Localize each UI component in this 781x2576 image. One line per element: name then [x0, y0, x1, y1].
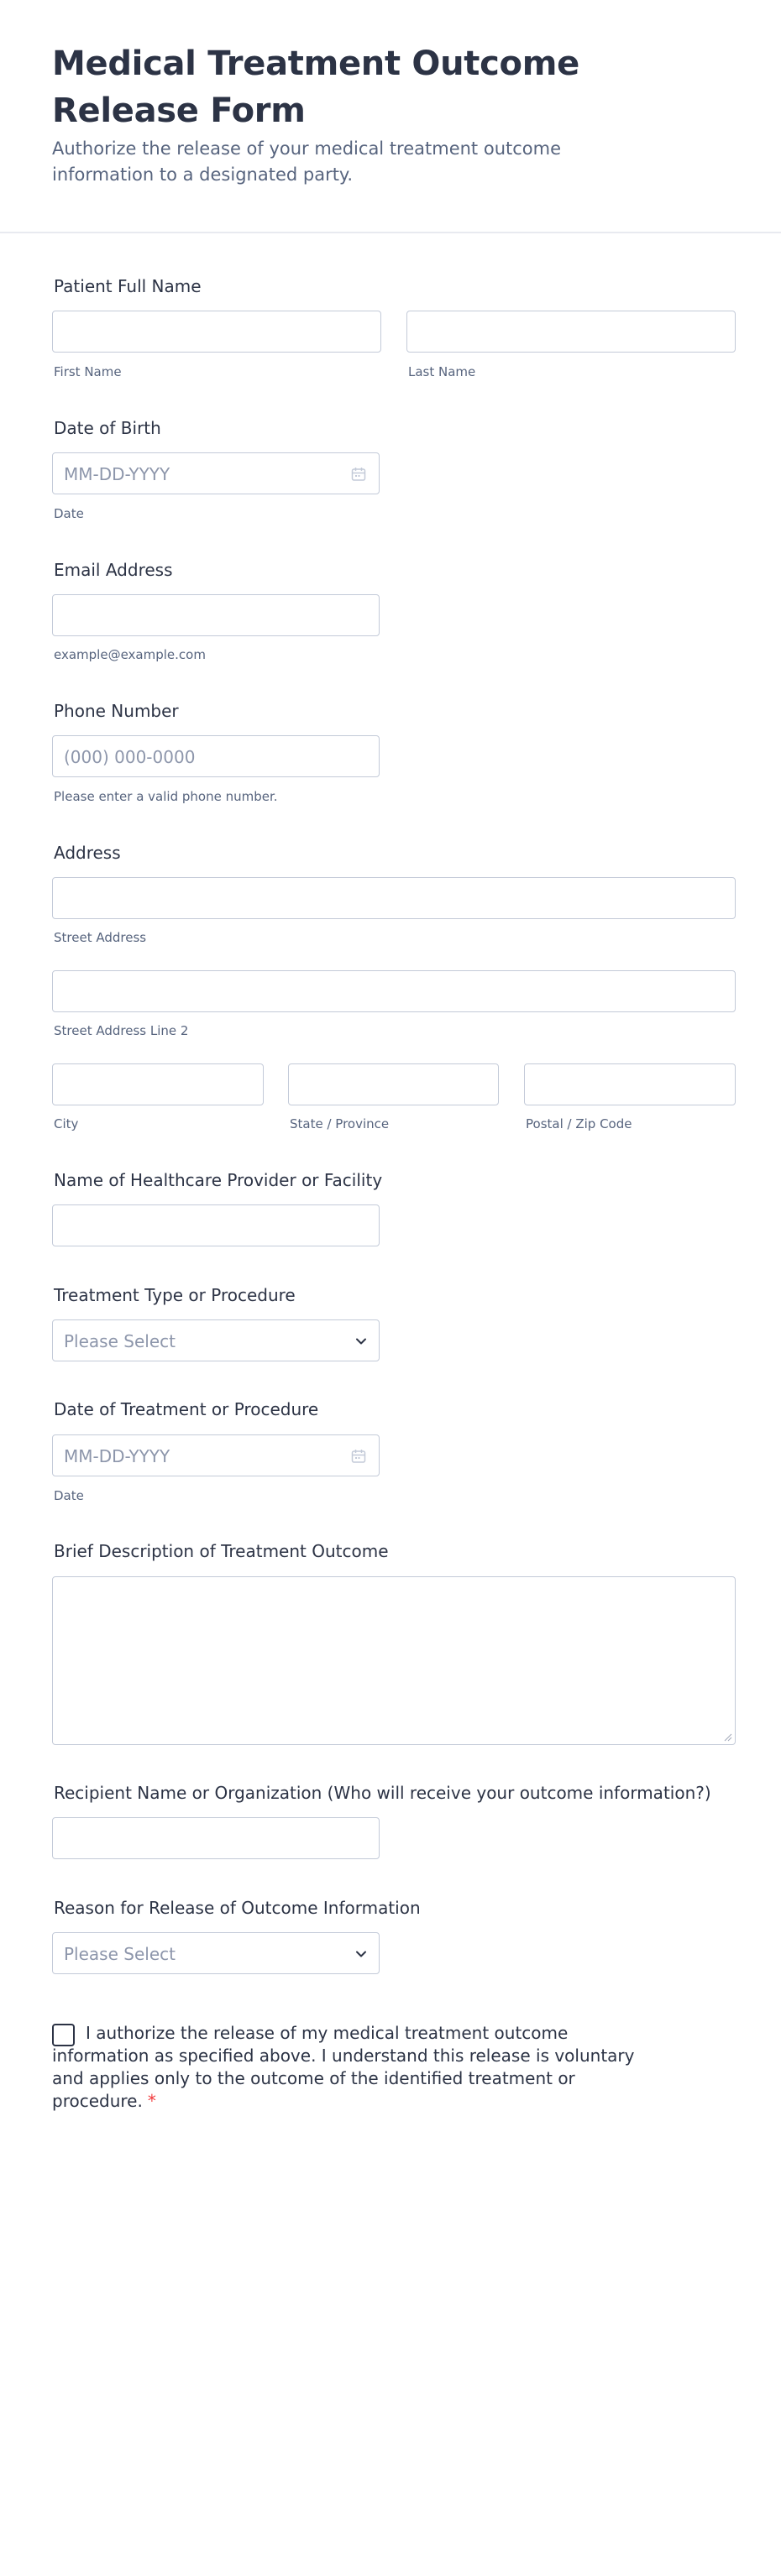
treatment-date-label: Date of Treatment or Procedure: [54, 1399, 319, 1419]
treatment-date-input[interactable]: [52, 1434, 380, 1476]
street-address-line2-sublabel: Street Address Line 2: [54, 1023, 189, 1038]
postal-code-sublabel: Postal / Zip Code: [526, 1116, 632, 1131]
consent-text: I authorize the release of my medical treatment outcome information as specified above. I understand this release is voluntary and applies only to the outcome of the identified treatment or procedure.: [52, 2023, 635, 2111]
city-input[interactable]: [52, 1063, 264, 1105]
required-mark: *: [147, 2091, 156, 2111]
treatment-date-placeholder: MM-DD-YYYY: [64, 1446, 170, 1466]
recipient-input[interactable]: [52, 1817, 380, 1859]
phone-sublabel: Please enter a valid phone number.: [54, 789, 278, 804]
state-sublabel: State / Province: [290, 1116, 390, 1131]
calendar-icon[interactable]: [350, 466, 367, 483]
treatment-date-sublabel: Date: [54, 1488, 84, 1503]
calendar-icon[interactable]: [350, 1448, 367, 1465]
email-label: Email Address: [54, 560, 173, 580]
form-title: Medical Treatment Outcome Release Form: [52, 44, 579, 130]
treatment-type-selected: Please Select: [64, 1331, 176, 1351]
phone-label: Phone Number: [54, 701, 179, 721]
street-address-sublabel: Street Address: [54, 930, 147, 945]
street-address-line2-input[interactable]: [52, 970, 736, 1012]
phone-input[interactable]: [52, 735, 380, 777]
form-header: [0, 0, 781, 233]
resize-grip-icon[interactable]: [722, 1732, 732, 1742]
treatment-type-label: Treatment Type or Procedure: [54, 1285, 296, 1305]
patient-name-label: Patient Full Name: [54, 276, 202, 296]
chevron-down-icon[interactable]: [354, 1334, 369, 1349]
reason-selected: Please Select: [64, 1944, 176, 1964]
outcome-label: Brief Description of Treatment Outcome: [54, 1541, 389, 1561]
outcome-textarea[interactable]: [52, 1576, 736, 1745]
provider-label: Name of Healthcare Provider or Facility: [54, 1170, 383, 1190]
form-subtitle: Authorize the release of your medical treatment outcome information to a designated party.: [52, 138, 562, 185]
dob-label: Date of Birth: [54, 418, 161, 438]
first-name-sublabel: First Name: [54, 364, 122, 379]
email-sublabel: example@example.com: [54, 647, 206, 662]
postal-code-input[interactable]: [524, 1063, 736, 1105]
last-name-sublabel: Last Name: [408, 364, 476, 379]
reason-label: Reason for Release of Outcome Information: [54, 1898, 421, 1918]
recipient-label: Recipient Name or Organization (Who will receive your outcome information?): [54, 1783, 711, 1803]
state-input[interactable]: [288, 1063, 499, 1105]
chevron-down-icon[interactable]: [354, 1946, 369, 1962]
last-name-input[interactable]: [406, 311, 736, 353]
address-label: Address: [54, 843, 121, 863]
street-address-input[interactable]: [52, 877, 736, 919]
email-input[interactable]: [52, 594, 380, 636]
city-sublabel: City: [54, 1116, 79, 1131]
treatment-type-select[interactable]: [52, 1319, 380, 1361]
phone-placeholder: (000) 000-0000: [64, 747, 196, 767]
consent-text-block: [52, 2022, 657, 2113]
dob-placeholder: MM-DD-YYYY: [64, 464, 170, 484]
dob-sublabel: Date: [54, 506, 84, 521]
provider-input[interactable]: [52, 1204, 380, 1246]
first-name-input[interactable]: [52, 311, 381, 353]
dob-input[interactable]: [52, 452, 380, 494]
reason-select[interactable]: [52, 1932, 380, 1974]
